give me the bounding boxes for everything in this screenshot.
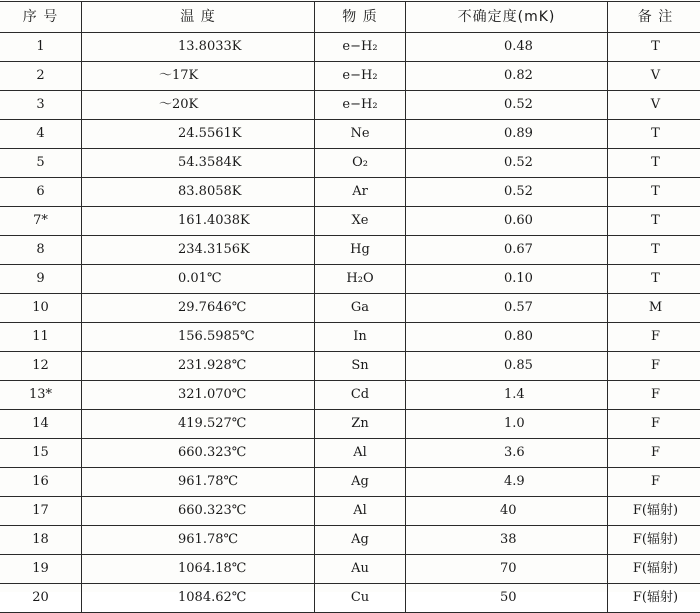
cell-temperature-text: 660.323℃ (82, 439, 246, 467)
table-row (0, 381, 700, 410)
cell-uncertainty (406, 294, 608, 323)
cell-uncertainty-text: 0.10 (406, 265, 533, 293)
table-row (0, 555, 700, 584)
cell-note: T (608, 207, 700, 236)
cell-note: F(辐射) (608, 584, 700, 613)
cell-temperature-text: ～20K (82, 91, 198, 119)
cell-substance: Ag (315, 468, 406, 497)
table-row (0, 294, 700, 323)
cell-no: 9 (0, 265, 82, 294)
cell-no: 14 (0, 410, 82, 439)
cell-substance: e−H₂ (315, 62, 406, 91)
cell-no: 10 (0, 294, 82, 323)
cell-no: 18 (0, 526, 82, 555)
cell-no: 6 (0, 178, 82, 207)
cell-temperature (82, 91, 315, 120)
cell-temperature (82, 178, 315, 207)
table-row (0, 323, 700, 352)
cell-no: 13* (0, 381, 82, 410)
header-substance: 物 质 (315, 2, 406, 33)
table-row (0, 33, 700, 62)
cell-temperature-text: 156.5985℃ (82, 323, 255, 351)
cell-uncertainty-text: 0.85 (406, 352, 533, 380)
cell-temperature (82, 352, 315, 381)
table-row (0, 62, 700, 91)
cell-substance: Cu (315, 584, 406, 613)
cell-temperature (82, 526, 315, 555)
table-row (0, 265, 700, 294)
cell-no: 2 (0, 62, 82, 91)
cell-no: 20 (0, 584, 82, 613)
cell-uncertainty (406, 584, 608, 613)
cell-substance: H₂O (315, 265, 406, 294)
cell-no: 17 (0, 497, 82, 526)
cell-note: F (608, 410, 700, 439)
cell-temperature (82, 120, 315, 149)
cell-temperature-text: 83.8058K (82, 178, 241, 206)
cell-substance: Ga (315, 294, 406, 323)
cell-uncertainty (406, 178, 608, 207)
table-row (0, 178, 700, 207)
cell-substance: Xe (315, 207, 406, 236)
cell-uncertainty (406, 91, 608, 120)
cell-uncertainty-text: 0.82 (406, 62, 533, 90)
cell-uncertainty (406, 352, 608, 381)
cell-temperature-text: 961.78℃ (82, 468, 238, 496)
cell-temperature-text: 13.8033K (82, 33, 241, 61)
cell-substance: Ag (315, 526, 406, 555)
cell-uncertainty-text: 0.52 (406, 91, 533, 119)
cell-uncertainty (406, 410, 608, 439)
cell-no: 7* (0, 207, 82, 236)
cell-note: F(辐射) (608, 497, 700, 526)
cell-substance: In (315, 323, 406, 352)
table-row (0, 497, 700, 526)
cell-uncertainty (406, 439, 608, 468)
cell-no: 5 (0, 149, 82, 178)
cell-substance: Sn (315, 352, 406, 381)
cell-note: T (608, 265, 700, 294)
cell-uncertainty (406, 323, 608, 352)
cell-note: V (608, 91, 700, 120)
cell-temperature-text: 961.78℃ (82, 526, 238, 554)
cell-no: 8 (0, 236, 82, 265)
cell-uncertainty-text: 1.4 (406, 381, 525, 409)
cell-uncertainty-text: 0.60 (406, 207, 533, 235)
cell-no: 1 (0, 33, 82, 62)
cell-uncertainty (406, 33, 608, 62)
cell-uncertainty (406, 555, 608, 584)
cell-uncertainty-text: 0.52 (406, 178, 533, 206)
cell-substance: Al (315, 497, 406, 526)
cell-uncertainty-text: 0.57 (406, 294, 533, 322)
cell-note: T (608, 33, 700, 62)
cell-temperature (82, 439, 315, 468)
cell-substance: e−H₂ (315, 33, 406, 62)
cell-temperature-text: 234.3156K (82, 236, 250, 264)
cell-note: F (608, 381, 700, 410)
cell-temperature (82, 294, 315, 323)
header-uncertainty: 不确定度(mK) (406, 2, 608, 33)
cell-substance: Al (315, 439, 406, 468)
cell-no: 19 (0, 555, 82, 584)
cell-temperature (82, 62, 315, 91)
cell-no: 16 (0, 468, 82, 497)
cell-no: 12 (0, 352, 82, 381)
table-body (0, 33, 700, 613)
table-header-row (0, 2, 700, 33)
table-row (0, 91, 700, 120)
cell-no: 4 (0, 120, 82, 149)
cell-uncertainty-text: 70 (406, 555, 517, 583)
cell-uncertainty-text: 0.80 (406, 323, 533, 351)
cell-uncertainty (406, 149, 608, 178)
cell-uncertainty-text: 40 (406, 497, 517, 525)
cell-temperature (82, 33, 315, 62)
cell-temperature (82, 323, 315, 352)
header-no: 序 号 (0, 2, 82, 33)
cell-no: 15 (0, 439, 82, 468)
cell-uncertainty-text: 0.48 (406, 33, 533, 61)
cell-temperature (82, 497, 315, 526)
cell-uncertainty-text: 38 (406, 526, 517, 554)
cell-note: F (608, 352, 700, 381)
cell-temperature-text: 231.928℃ (82, 352, 246, 380)
cell-note: F (608, 468, 700, 497)
cell-note: F (608, 439, 700, 468)
cell-note: M (608, 294, 700, 323)
cell-temperature-text: 161.4038K (82, 207, 250, 235)
table-row (0, 526, 700, 555)
cell-temperature (82, 149, 315, 178)
cell-no: 3 (0, 91, 82, 120)
cell-temperature (82, 468, 315, 497)
cell-uncertainty (406, 497, 608, 526)
cell-uncertainty-text: 50 (406, 584, 517, 612)
table-row (0, 410, 700, 439)
table-row (0, 207, 700, 236)
cell-uncertainty-text: 3.6 (406, 439, 525, 467)
table-row (0, 352, 700, 381)
cell-uncertainty-text: 4.9 (406, 468, 525, 496)
cell-temperature-text: 321.070℃ (82, 381, 246, 409)
cell-substance: e−H₂ (315, 91, 406, 120)
cell-uncertainty (406, 265, 608, 294)
cell-note: T (608, 236, 700, 265)
cell-uncertainty (406, 120, 608, 149)
cell-substance: Cd (315, 381, 406, 410)
fixed-points-table (0, 1, 700, 613)
table-row (0, 439, 700, 468)
cell-temperature-text: 54.3584K (82, 149, 241, 177)
cell-substance: Zn (315, 410, 406, 439)
cell-temperature (82, 265, 315, 294)
cell-uncertainty-text: 0.89 (406, 120, 533, 148)
cell-uncertainty-text: 0.52 (406, 149, 533, 177)
cell-substance: Au (315, 555, 406, 584)
cell-temperature (82, 410, 315, 439)
cell-temperature-text: 1084.62℃ (82, 584, 246, 612)
cell-temperature (82, 555, 315, 584)
cell-temperature (82, 584, 315, 613)
cell-temperature-text: 0.01℃ (82, 265, 222, 293)
cell-uncertainty (406, 381, 608, 410)
cell-uncertainty-text: 0.67 (406, 236, 533, 264)
cell-temperature-text: ～17K (82, 62, 198, 90)
cell-substance: Hg (315, 236, 406, 265)
cell-substance: O₂ (315, 149, 406, 178)
cell-temperature-text: 660.323℃ (82, 497, 246, 525)
cell-note: F(辐射) (608, 526, 700, 555)
cell-note: T (608, 120, 700, 149)
cell-temperature-text: 29.7646℃ (82, 294, 246, 322)
table-row (0, 236, 700, 265)
cell-no: 11 (0, 323, 82, 352)
cell-uncertainty (406, 526, 608, 555)
cell-temperature (82, 236, 315, 265)
cell-note: T (608, 149, 700, 178)
cell-uncertainty (406, 236, 608, 265)
cell-temperature (82, 207, 315, 236)
table-row (0, 149, 700, 178)
cell-note: F (608, 323, 700, 352)
table-row (0, 584, 700, 613)
cell-substance: Ar (315, 178, 406, 207)
cell-uncertainty-text: 1.0 (406, 410, 525, 438)
header-note: 备 注 (608, 2, 700, 33)
cell-uncertainty (406, 207, 608, 236)
cell-note: T (608, 178, 700, 207)
cell-temperature-text: 1064.18℃ (82, 555, 246, 583)
table-row (0, 468, 700, 497)
cell-temperature-text: 24.5561K (82, 120, 241, 148)
cell-note: V (608, 62, 700, 91)
cell-uncertainty (406, 468, 608, 497)
table-row (0, 120, 700, 149)
cell-note: F(辐射) (608, 555, 700, 584)
header-temperature: 温 度 (82, 2, 315, 33)
cell-substance: Ne (315, 120, 406, 149)
cell-temperature (82, 381, 315, 410)
cell-temperature-text: 419.527℃ (82, 410, 246, 438)
cell-uncertainty (406, 62, 608, 91)
